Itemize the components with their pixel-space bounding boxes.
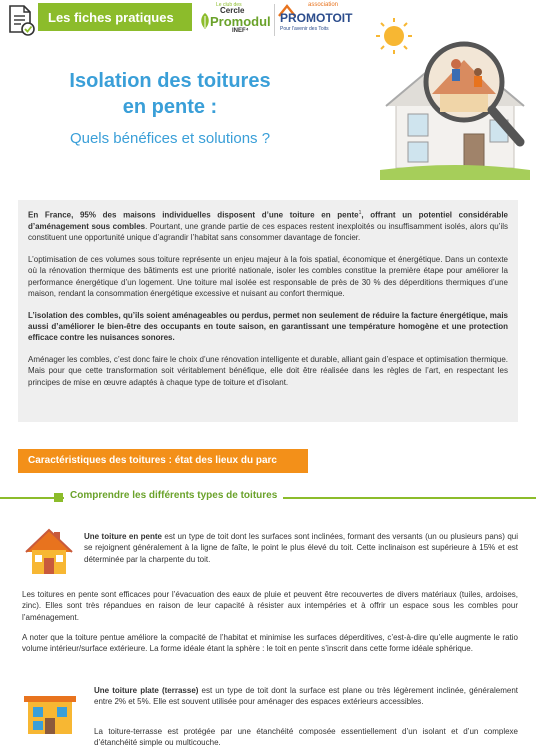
section-header-orange: Caractéristiques des toitures : état des lieux du parc xyxy=(18,449,308,473)
flat-roof-desc: est un type de toit dont la surface est plane ou très légèrement inclinée, généralement entre 2% et 5%. Elle est souvent utilisée pour aménager des espaces extérieurs accessibles. xyxy=(94,686,518,707)
intro-paragraph-2: L’optimisation de ces volumes sous toiture représente un enjeu majeur à la fois spatial, économique et énergétique. Dans un contexte où la rénovation thermique des bâtiments est une priorité nationale, isoler les combles constitue la première étape pour améliorer la performance énergétique d’un logement. Une toiture mal isolée est responsable de près de 30 % des déperditions thermiques d’une maison, rendant la consommation énergétique excessive et nuisant au confort thermique. xyxy=(28,254,508,299)
flat-roof-paragraph-2: La toiture-terrasse est protégée par une étanchéité composée essentiellement d’un isolant et d’un complexe d’étanchéité simple ou multicouche. xyxy=(94,727,518,748)
logo1-top: Cercle xyxy=(220,6,245,15)
checklist-document-icon xyxy=(6,4,36,36)
pitched-roof-desc: est un type de toit dont les surfaces sont inclinées, formant des versants (un ou plusieurs pans) qui se rejoignent généralement à la ligne de faîte, le point le plus élevé du toit. Cette inclinaison est supérieure à 15% et est déterminée par la charpente du toit. xyxy=(84,532,518,564)
section-banner: Les fiches pratiques xyxy=(38,3,192,31)
flat-roof-definition xyxy=(94,685,518,708)
subsection-header xyxy=(0,487,536,507)
logo-divider xyxy=(274,4,275,36)
logo2-assoc: association xyxy=(308,2,339,8)
intro-p1-rest: . Pourtant, une grande partie de ces espaces restent inexploités ou insuffisamment isolés, alors qu’ils constituent une opportunité unique d’agrandir l’habitat sans consommer davantage de foncier. xyxy=(28,222,508,243)
pitched-roof-definition xyxy=(84,531,518,565)
pitched-roof-house-icon xyxy=(24,526,74,576)
logo2-name: PROMOTOIT xyxy=(280,11,353,25)
sun-icon xyxy=(376,18,412,54)
title-line1: Isolation des toitures xyxy=(69,70,271,92)
logo1-sub: INEF⁴ xyxy=(232,28,249,34)
logo-promotoit xyxy=(278,2,354,38)
logo-cercle-promodul xyxy=(196,2,272,38)
pitched-roof-term: Une toiture en pente xyxy=(84,532,162,541)
title-line2: en pente : xyxy=(122,96,218,118)
green-bullet-square xyxy=(54,493,63,502)
subsection-title: Comprendre les différents types de toitures xyxy=(64,490,283,501)
flat-roof-building-icon xyxy=(22,688,78,736)
intro-paragraph-3: L’isolation des combles, qu’ils soient aménageables ou perdus, permet non seulement de réduire la facture énergétique, mais aussi d’améliorer le bien-être des occupants en toute saison, en garantissant une température homogène et une protection efficace contre les nuisances sonores. xyxy=(28,310,508,343)
logo1-name: Promodul xyxy=(210,14,271,29)
page-title xyxy=(40,68,300,120)
intro-p1-bold: En France, 95% des maisons individuelles disposent d’une toiture en pente xyxy=(28,210,359,220)
logo2-sub: Pour l'avenir des Toits xyxy=(280,26,329,32)
intro-paragraph-4: Aménager les combles, c’est donc faire le choix d’une rénovation intelligente et durable, alliant gain d’espace et optimisation thermique. Mais pour que cette transformation soit véritablement bénéfique, elle doit être réalisée dans les règles de l’art, en respectant les principes de mise en œuvre adaptés à chaque type de toiture et d’isolant. xyxy=(28,354,508,387)
page-subtitle: Quels bénéfices et solutions ? xyxy=(69,130,271,147)
intro-box xyxy=(18,200,518,422)
intro-p1-bold2: , offrant un potentiel considérable d’aménagement sous combles xyxy=(28,210,508,232)
pitched-roof-paragraph-3: A noter que la toiture pentue améliore la compacité de l’habitat et minimise les surfaces déperditives, c’est-à-dire qu’elle augmente le ratio volume intérieur/surface extérieure. La forme idéale étant la sphère : le toit en pente s’inscrit dans cette forme idéale sphérique. xyxy=(22,633,518,654)
intro-paragraph-1 xyxy=(28,208,508,244)
footnote-ref: 1 xyxy=(358,210,362,216)
house-magnifier-illustration xyxy=(360,10,536,190)
flat-roof-term: Une toiture plate (terrasse) xyxy=(94,686,199,695)
pitched-roof-paragraph-2: Les toitures en pente sont efficaces pour l’évacuation des eaux de pluie et peuvent être recouvertes de divers matériaux (tuiles, ardoises, zinc). Elles sont très répandues en raison de leur capacité à résister aux intempéries et à offrir un espace sous les combles pour l’aménagement. xyxy=(22,590,518,622)
logo1-small: Le club des xyxy=(216,2,242,8)
